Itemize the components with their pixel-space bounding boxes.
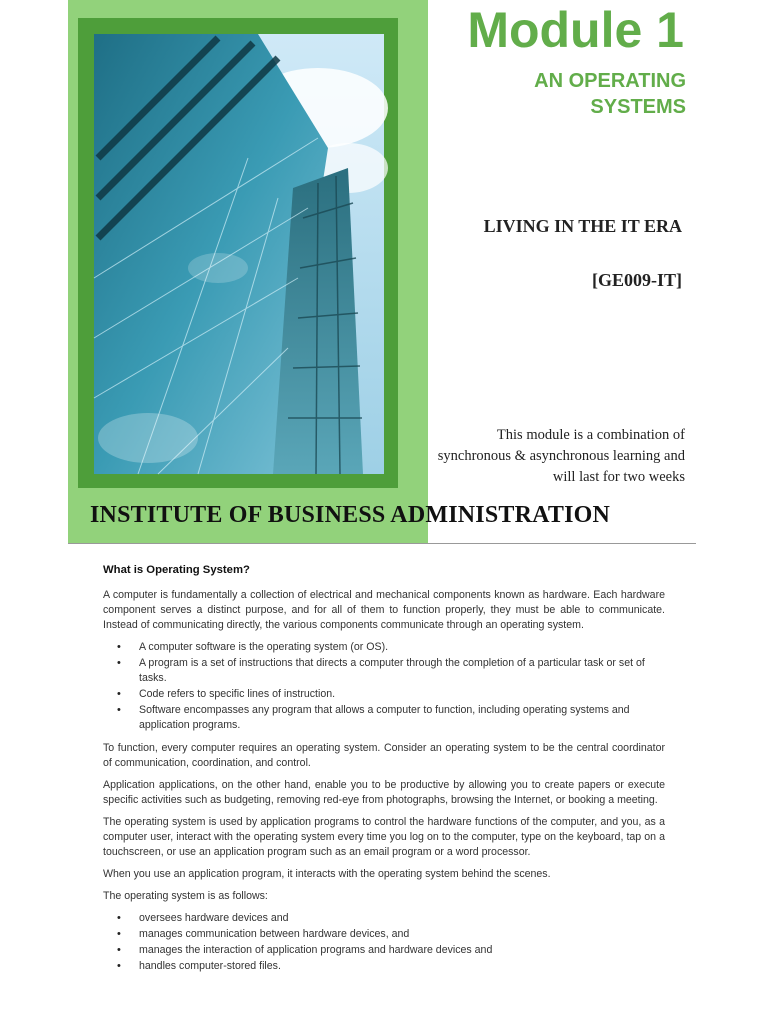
os-duties-list — [103, 911, 665, 974]
definition-list — [103, 640, 665, 733]
list-item: • Software encompasses any program that allows a computer to function, including operating systems and application programs. — [139, 703, 665, 733]
list-item: • oversees hardware devices and — [139, 911, 665, 926]
follows-paragraph: The operating system is as follows: — [103, 890, 268, 902]
list-item: • manages the interaction of application programs and hardware devices and — [139, 943, 665, 958]
course-code: [GE009-IT] — [592, 270, 682, 290]
list-item: • handles computer-stored files. — [139, 959, 665, 974]
lesson-page — [103, 563, 665, 982]
hardware-paragraph: The operating system is used by application programs to control the hardware functions of the computer, and you, as a computer user, interact with the operating system every time you log on to the computer, type on the keyboard, tap on a touchscreen, or use an application program such as an email program or a word processor. — [103, 816, 665, 858]
institute-name: INSTITUTE OF BUSINESS ADMINISTRATION — [90, 502, 611, 528]
module-subtitle: AN OPERATING SYSTEMS — [534, 70, 686, 118]
list-item: • A computer software is the operating system (or OS). — [139, 640, 665, 655]
list-item: • manages communication between hardware devices, and — [139, 927, 665, 942]
cover-photo — [78, 18, 398, 488]
page-divider — [68, 543, 696, 544]
list-item: • Code refers to specific lines of instruction. — [139, 687, 665, 702]
glass-building-image — [78, 18, 398, 488]
function-paragraph: To function, every computer requires an operating system. Consider an operating system to be the central coordinator of communication, coordination, and control. — [103, 742, 665, 769]
module-title: Module 1 — [467, 2, 684, 58]
scenes-paragraph: When you use an application program, it interacts with the operating system behind the scenes. — [103, 868, 551, 880]
list-item: • A program is a set of instructions that directs a computer through the completion of a particular task or set of tasks. — [139, 656, 665, 686]
module-note: This module is a combination of synchronous & asynchronous learning and will last for two weeks — [437, 427, 685, 485]
intro-paragraph: A computer is fundamentally a collection of electrical and mechanical components known as hardware. Each hardware component serves a distinct purpose, and for all of them to function properly, they must be able to communicate. Instead of communicating directly, the various components communicate through an operating system. — [103, 589, 665, 631]
section-heading: What is Operating System? — [103, 564, 250, 576]
applications-paragraph: Application applications, on the other hand, enable you to be productive by allowing you to create papers or execute specific activities such as budgeting, removing red-eye from photographs, browsing the Internet, or booking a meeting. — [103, 779, 665, 806]
course-name: LIVING IN THE IT ERA — [483, 216, 682, 236]
